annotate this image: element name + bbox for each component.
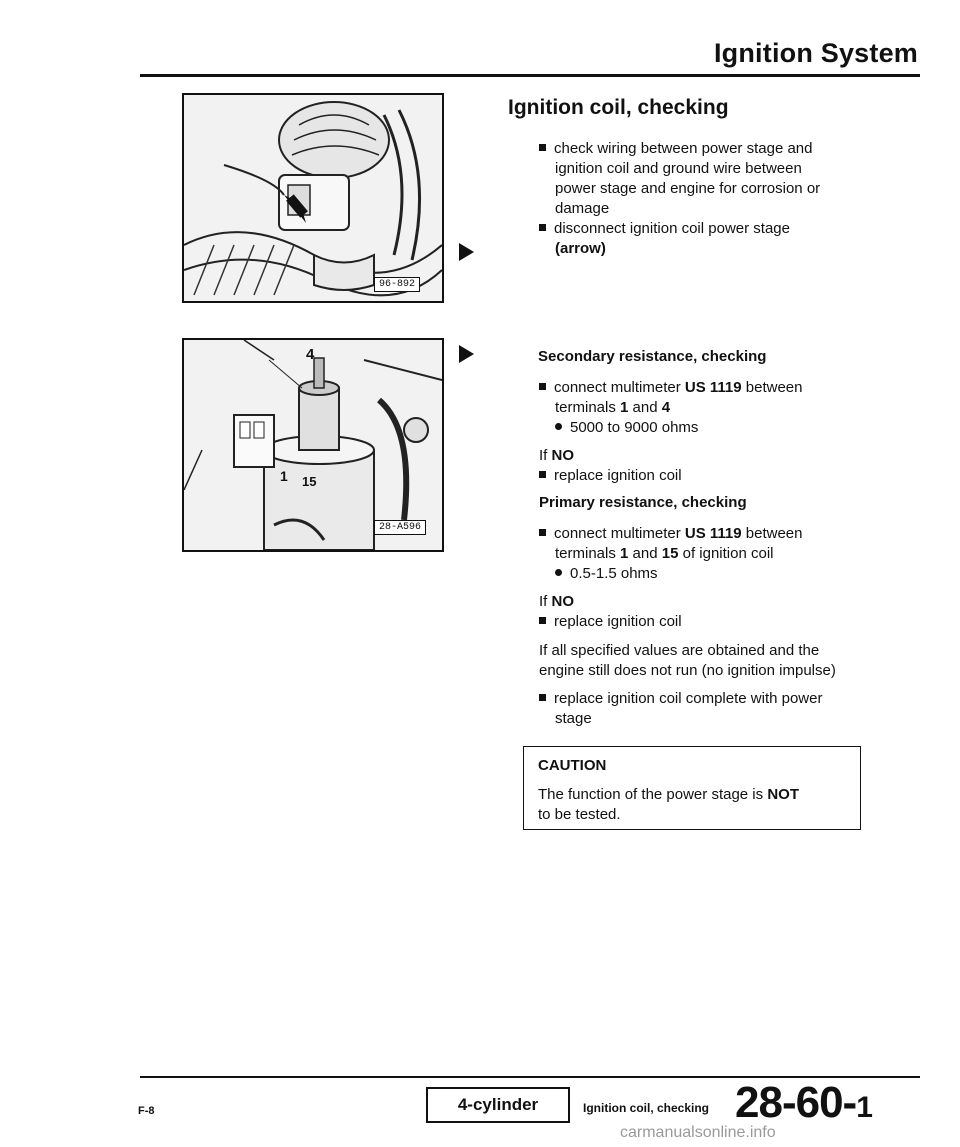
- primary-resistance-title: Primary resistance, checking: [539, 494, 747, 511]
- step-disconnect: disconnect ignition coil power stage: [539, 219, 790, 239]
- callout-1: 1: [280, 468, 288, 484]
- callout-15: 15: [302, 474, 317, 489]
- watermark: carmanualsonline.info: [620, 1124, 776, 1141]
- step-check-wiring: check wiring between power stage and: [539, 139, 813, 159]
- step-check-wiring-line4: damage: [555, 200, 610, 217]
- figure-ignition-coil-terminals: [182, 338, 444, 552]
- caution-box: [523, 746, 861, 830]
- caution-line2: to be tested.: [538, 806, 621, 823]
- round-bullet-icon: [555, 423, 562, 430]
- callout-4: 4: [306, 346, 315, 363]
- primary-spec: 0.5-1.5 ohms: [555, 564, 658, 584]
- secondary-resistance-title: Secondary resistance, checking: [538, 348, 767, 365]
- square-bullet-icon: [539, 224, 546, 231]
- secondary-connect-line2: terminals 1 and 4: [555, 399, 671, 416]
- footer-section-name: Ignition coil, checking: [583, 1101, 710, 1115]
- primary-replace: replace ignition coil: [539, 612, 682, 632]
- step-disconnect-line2: (arrow): [555, 240, 606, 257]
- square-bullet-icon: [539, 471, 546, 478]
- square-bullet-icon: [539, 383, 546, 390]
- page-title: Ignition System: [713, 38, 918, 68]
- final-note-line1: If all specified values are obtained and the: [539, 642, 820, 659]
- caution-title: CAUTION: [538, 757, 607, 774]
- secondary-spec: 5000 to 9000 ohms: [555, 418, 698, 438]
- page-code: 28-60-1: [735, 1078, 872, 1127]
- secondary-replace: replace ignition coil: [539, 466, 682, 486]
- ignition-coil-illustration: [184, 340, 442, 550]
- step-check-wiring-line3: power stage and engine for corrosion or: [555, 180, 821, 197]
- square-bullet-icon: [539, 144, 546, 151]
- square-bullet-icon: [539, 694, 546, 701]
- primary-if-no: If NO: [539, 593, 575, 610]
- header-rule: [140, 74, 920, 77]
- square-bullet-icon: [539, 617, 546, 624]
- secondary-connect-step: connect multimeter US 1119 between: [539, 378, 803, 398]
- figure-pointer-arrow-1: [459, 243, 474, 261]
- figure-power-stage: [182, 93, 444, 303]
- final-replace-line2: stage: [555, 710, 592, 727]
- caution-line1: The function of the power stage is NOT: [538, 786, 799, 803]
- final-replace-step: replace ignition coil complete with power: [539, 689, 822, 709]
- step-check-wiring-line2: ignition coil and ground wire between: [555, 160, 802, 177]
- figure-tag-28-a596: 28-A596: [374, 520, 426, 535]
- primary-connect-line2: terminals 1 and 15 of ignition coil: [555, 545, 774, 562]
- figure-pointer-arrow-2: [459, 345, 474, 363]
- secondary-if-no: If NO: [539, 447, 575, 464]
- engine-variant-badge: 4-cylinder: [426, 1087, 570, 1123]
- round-bullet-icon: [555, 569, 562, 576]
- section-title: Ignition coil, checking: [508, 96, 729, 119]
- final-note-line2: engine still does not run (no ignition impulse): [539, 662, 836, 679]
- page-ref: F-8: [138, 1105, 155, 1117]
- figure-tag-96-892: 96-892: [374, 277, 420, 292]
- primary-connect-step: connect multimeter US 1119 between: [539, 524, 803, 544]
- power-stage-illustration: [184, 95, 442, 301]
- square-bullet-icon: [539, 529, 546, 536]
